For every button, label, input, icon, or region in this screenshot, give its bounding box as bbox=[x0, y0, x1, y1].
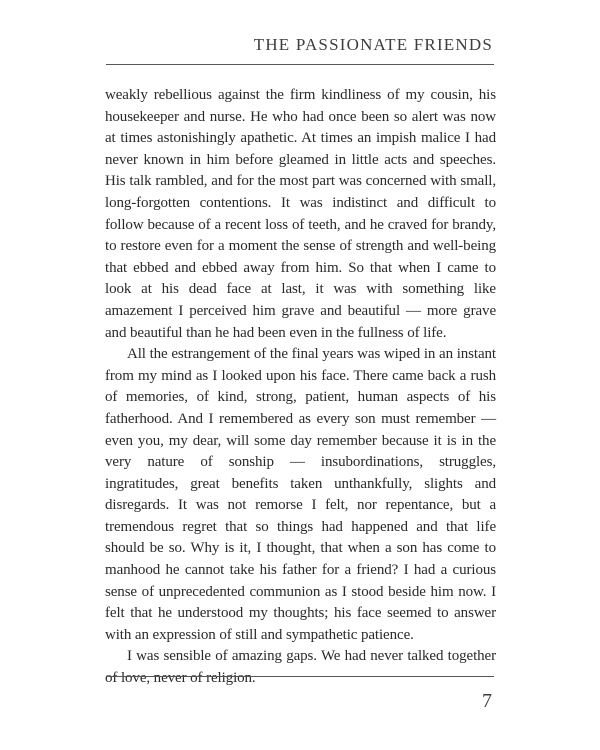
page-number: 7 bbox=[482, 690, 492, 712]
running-head: THE PASSIONATE FRIENDS bbox=[253, 35, 493, 54]
paragraph: I was sensible of amazing gaps. We had never talked together of love, never of religion. bbox=[105, 648, 496, 687]
paragraph: All the estrangement of the final years was wiped in an instant from my mind as I looked upon his face. There came back a rush of memories, of kind, strong, patient, human aspects of his fatherhood. And I remembered as every son must remember — even you, my dear, will some day remember because it is in the very nature of sonship — insubordinations, struggles, ingratitudes, great benefits taken unthankfully, slights and disregards. It was not remorse I felt, nor repentance, but a tremendous regret that so things had happened and that life should be so. Why is it, I thought, that when a son has come to manhood he cannot take his father for a friend? I had a curious sense of unprecedented communion as I stood beside him now. I felt that he understood my thoughts; his face seemed to answer with an expression of still and sympathetic patience. bbox=[105, 346, 496, 643]
paragraph: weakly rebellious against the firm kindliness of my cousin, his housekeeper and nurse. He who had once been so alert was now at times astonishingly apathetic. At times an impish malice I had never known in him before gleamed in little acts and speeches. His talk rambled, and for the most part was concerned with small, long-forgotten contentions. It was indistinct and difficult to follow because of a recent loss of teeth, and he craved for brandy, to restore even for a moment the sense of strength and well-being that ebbed and ebbed away from him. So that when I came to look at his dead face at last, it was with something like amazement I perceived him grave and beautiful — more grave and beautiful than he had been even in the fullness of life. bbox=[105, 87, 496, 341]
footer-rule bbox=[106, 676, 494, 677]
page-body bbox=[105, 85, 496, 690]
header-rule bbox=[106, 64, 494, 65]
